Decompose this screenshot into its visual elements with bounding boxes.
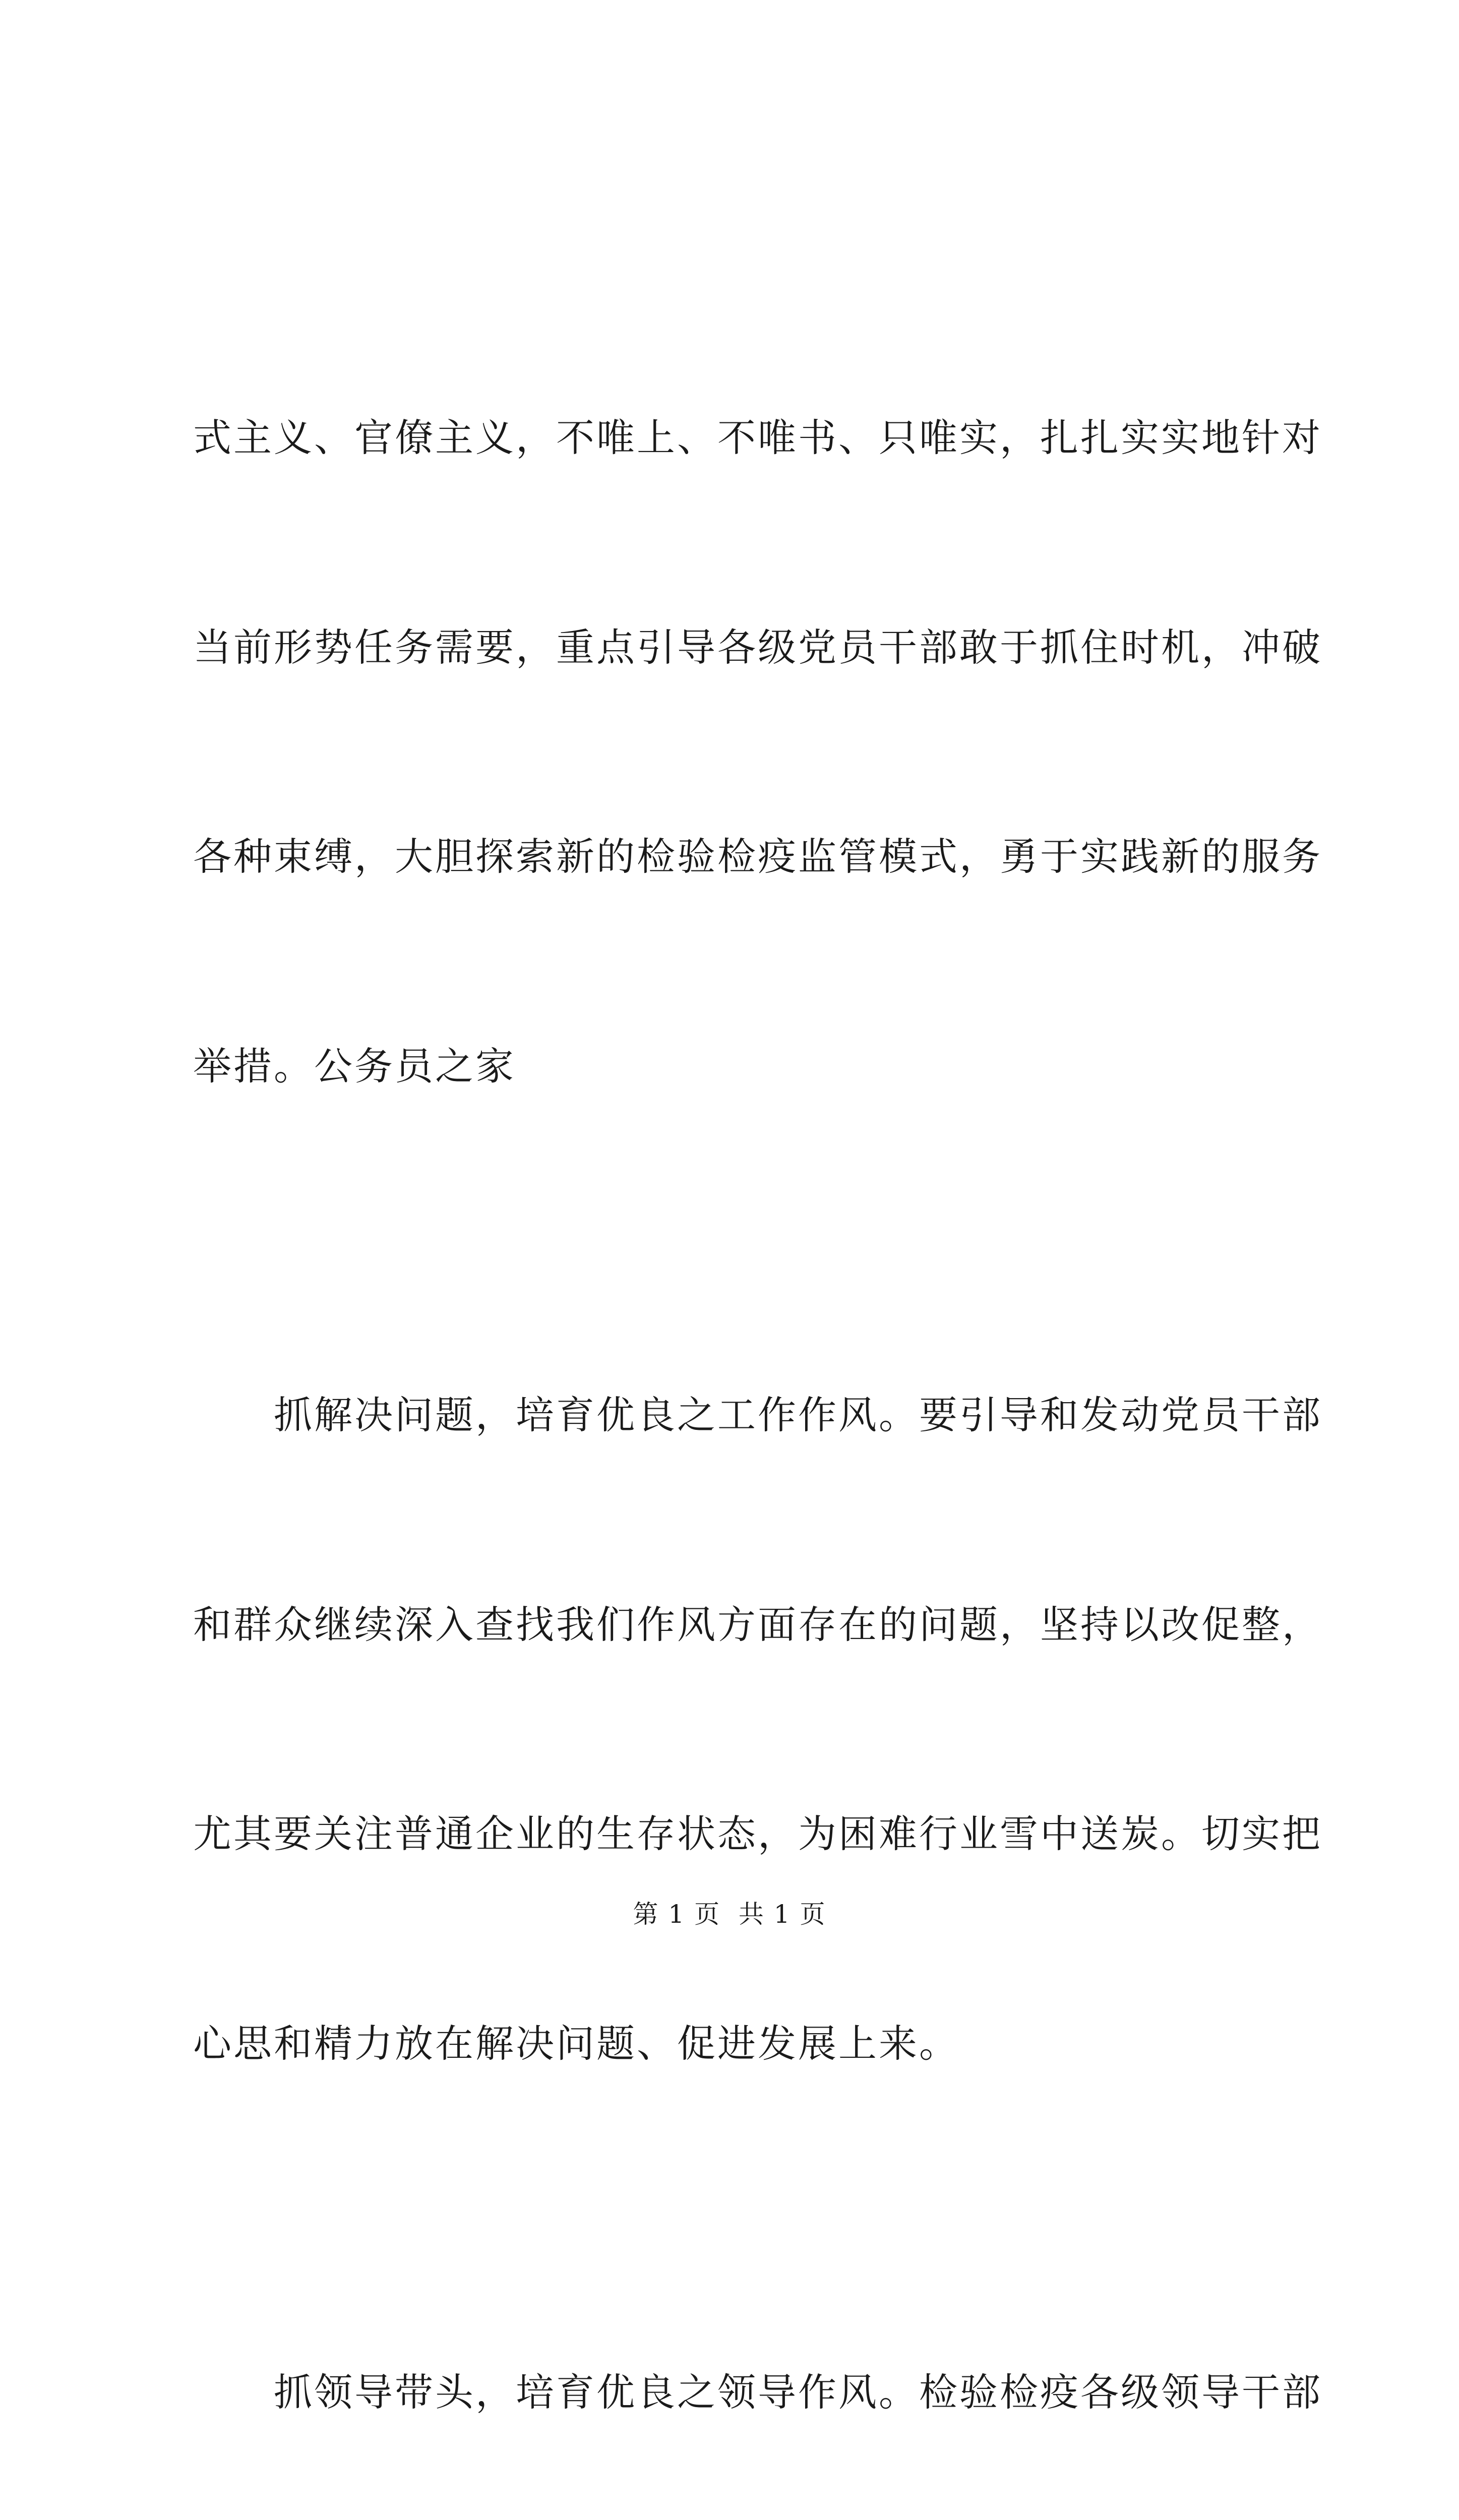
text-line: 心思和精力放在解决问题、促进发展上来。 bbox=[193, 2021, 959, 2066]
paragraph bbox=[193, 2218, 1322, 2520]
text-line: 式主义、官僚主义，不唯上、不唯书、只唯实，扎扎实实地针对 bbox=[193, 415, 1322, 460]
text-line: 尤其要关注普通企业的生存状态，为困难行业雪中送炭。切实把 bbox=[193, 1811, 1322, 1856]
text-line: 举措。公务员之家 bbox=[193, 1043, 516, 1089]
paragraph bbox=[193, 264, 1322, 1241]
paragraph bbox=[193, 1241, 1322, 2218]
text-line: 各种束缚，大胆探索新的检验检疫监管模式，勇于实践新的服务 bbox=[193, 834, 1322, 879]
text-line: 抓领导带头，培育优良之领导作风。检验检疫各级领导干部 bbox=[193, 2370, 1322, 2415]
text-line: 和群众继续深入查找我们作风方面存在的问题，坚持以改促整， bbox=[193, 1602, 1322, 1647]
document-body bbox=[193, 264, 1322, 2520]
text-line: 抓解决问题，培育优良之工作作风。要引导和发动党员干部 bbox=[193, 1393, 1322, 1437]
text-line: 当前形势任务需要，重点引导各级党员干部敢于抓住时机，冲破 bbox=[193, 624, 1322, 670]
page-number-footer: 第 1 页 共 1 页 bbox=[633, 1900, 826, 1929]
